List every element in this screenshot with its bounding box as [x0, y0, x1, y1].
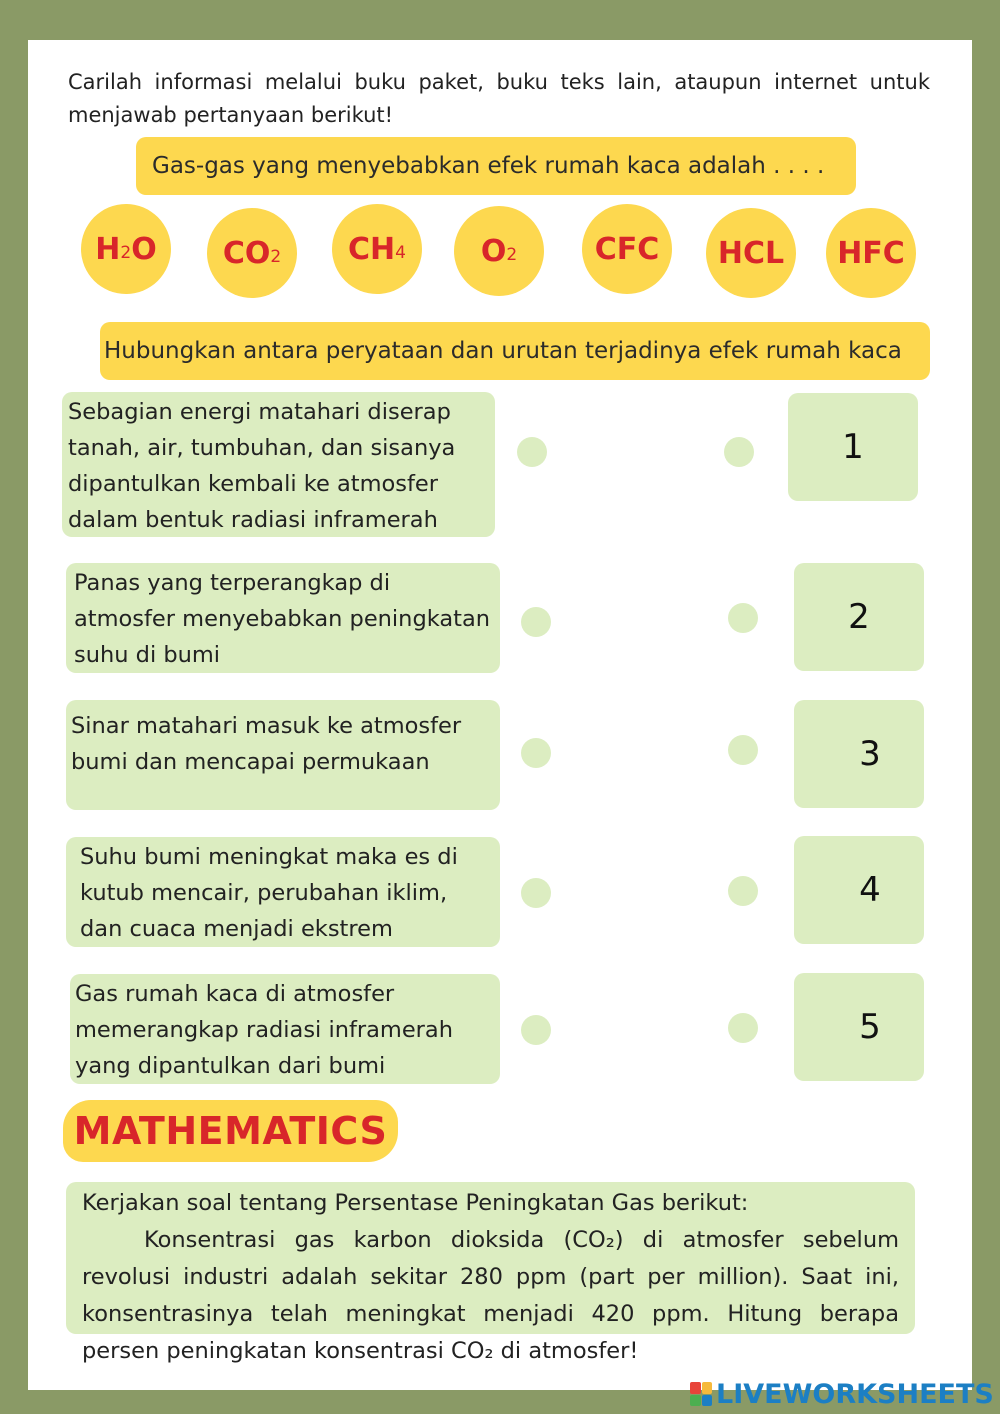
order-number-5: 5 — [794, 973, 924, 1081]
number-4-connector[interactable] — [728, 876, 758, 906]
statement-1: Sebagian energi matahari diserap tanah, air, tumbuhan, dan sisanya dipantulkan kembali ke atmosfer dalam bentuk radiasi inframerah — [62, 392, 495, 537]
order-number-2: 2 — [794, 563, 924, 671]
statement-4: Suhu bumi meningkat maka es di kutub mencair, perubahan iklim, dan cuaca menjadi ekstrem — [66, 837, 500, 947]
gas-label: H — [95, 231, 121, 267]
gas-label: CFC — [594, 231, 660, 267]
gas-option-co2[interactable] — [207, 208, 297, 298]
gas-option-hfc[interactable] — [826, 208, 916, 298]
logo-badge-icon — [690, 1382, 712, 1406]
gas-option-hcl[interactable] — [706, 208, 796, 298]
gas-option-ch4[interactable] — [332, 204, 422, 294]
statement-1-connector[interactable] — [517, 437, 547, 467]
logo-text: LIVEWORKSHEETS — [716, 1378, 994, 1410]
mathematics-heading: MATHEMATICS — [63, 1100, 398, 1162]
math-problem-box — [66, 1182, 915, 1364]
statement-3-connector[interactable] — [521, 738, 551, 768]
number-2-connector[interactable] — [728, 603, 758, 633]
statement-4-connector[interactable] — [521, 878, 551, 908]
problem-intro: Kerjakan soal tentang Persentase Peningkatan Gas berikut: — [82, 1190, 749, 1216]
order-number-3: 3 — [794, 700, 924, 808]
gas-label-tail: O — [131, 231, 157, 267]
statement-5: Gas rumah kaca di atmosfer memerangkap radiasi inframerah yang dipantulkan dari bumi — [70, 974, 500, 1084]
gas-subscript: 2 — [120, 243, 132, 263]
number-1-connector[interactable] — [724, 437, 754, 467]
number-5-connector[interactable] — [728, 1013, 758, 1043]
gas-subscript: 4 — [395, 243, 406, 263]
gas-label: HFC — [837, 235, 905, 271]
instruction-text: Carilah informasi melalui buku paket, buku teks lain, ataupun internet untuk menjawab pertanyaan berikut! — [68, 70, 930, 127]
gas-label: O — [480, 233, 507, 269]
question-gases-banner: Gas-gas yang menyebabkan efek rumah kaca adalah . . . . — [136, 137, 856, 195]
statement-2: Panas yang terperangkap di atmosfer menyebabkan peningkatan suhu di bumi — [66, 563, 500, 673]
statement-2-connector[interactable] — [521, 607, 551, 637]
gas-option-h2o[interactable] — [81, 204, 171, 294]
number-3-connector[interactable] — [728, 735, 758, 765]
problem-body: Konsentrasi gas karbon dioksida (CO₂) di atmosfer sebelum revolusi industri adalah sekitar 280 ppm (part per million). Saat ini, konsentrasinya telah meningkat menjadi 420 ppm. Hitung berapa persen peningkatan konsentrasi CO₂ di atmosfer! — [82, 1227, 899, 1364]
gas-label: CH — [348, 231, 396, 267]
order-number-4: 4 — [794, 836, 924, 944]
gas-subscript: 2 — [506, 245, 518, 265]
question-matching-banner: Hubungkan antara peryataan dan urutan terjadinya efek rumah kaca — [100, 322, 930, 380]
gas-label: HCL — [717, 235, 785, 271]
statement-3: Sinar matahari masuk ke atmosfer bumi dan mencapai permukaan — [66, 700, 500, 810]
gas-subscript: 2 — [270, 247, 282, 267]
gas-label: CO — [222, 235, 271, 271]
gas-option-o2[interactable] — [454, 206, 544, 296]
worksheet-page — [28, 40, 972, 1390]
gas-option-cfc[interactable] — [582, 204, 672, 294]
liveworksheets-logo — [690, 1378, 994, 1410]
statement-5-connector[interactable] — [521, 1015, 551, 1045]
order-number-1: 1 — [788, 393, 918, 501]
